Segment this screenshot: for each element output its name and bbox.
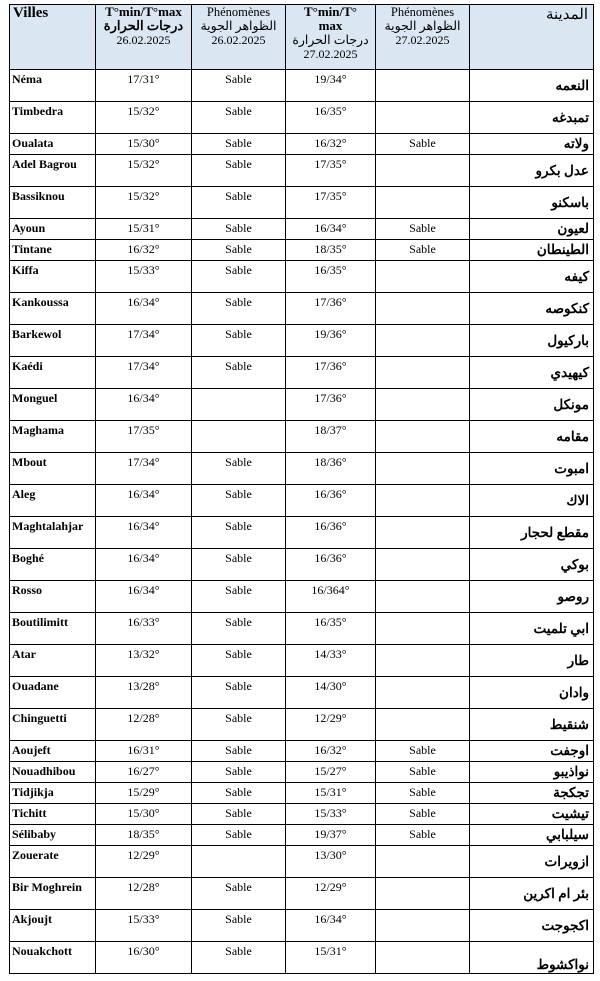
cell-phen-27: Sable — [376, 762, 470, 783]
cell-city: Chinguetti — [10, 709, 96, 741]
cell-city: Aleg — [10, 485, 96, 517]
cell-temp-26: 15/30° — [96, 134, 192, 155]
table-row — [10, 517, 594, 549]
table-row — [10, 825, 594, 846]
cell-city: Sélibaby — [10, 825, 96, 846]
cell-phen-27 — [376, 485, 470, 517]
cell-temp-27: 16/34° — [286, 219, 376, 240]
header-row — [10, 5, 594, 70]
cell-phen-27 — [376, 677, 470, 709]
cell-city-ar: ابي تلميت — [470, 613, 594, 645]
cell-phen-26: Sable — [192, 677, 286, 709]
cell-temp-27: 17/35° — [286, 187, 376, 219]
table-row — [10, 293, 594, 325]
table-row — [10, 804, 594, 825]
cell-phen-27 — [376, 910, 470, 942]
cell-phen-27 — [376, 187, 470, 219]
cell-phen-26: Sable — [192, 261, 286, 293]
cell-phen-26 — [192, 846, 286, 878]
cell-city-ar: نواكشوط — [470, 942, 594, 974]
cell-phen-27 — [376, 709, 470, 741]
cell-phen-27: Sable — [376, 825, 470, 846]
cell-phen-26: Sable — [192, 134, 286, 155]
cell-city-ar: ازويرات — [470, 846, 594, 878]
cell-phen-26: Sable — [192, 709, 286, 741]
cell-temp-27: 17/36° — [286, 389, 376, 421]
table-row — [10, 942, 594, 974]
cell-temp-26: 17/34° — [96, 325, 192, 357]
cell-temp-27: 16/36° — [286, 517, 376, 549]
cell-phen-27: Sable — [376, 741, 470, 762]
table-row — [10, 645, 594, 677]
table-row — [10, 240, 594, 261]
cell-temp-27: 14/30° — [286, 677, 376, 709]
cell-temp-27: 16/35° — [286, 613, 376, 645]
cell-phen-26 — [192, 389, 286, 421]
header-city-ar — [470, 5, 594, 70]
cell-temp-27: 15/31° — [286, 942, 376, 974]
cell-city-ar: باركيول — [470, 325, 594, 357]
header-temp-26-fr: T°min/T°max — [105, 4, 182, 19]
cell-phen-26: Sable — [192, 645, 286, 677]
cell-temp-26: 15/31° — [96, 219, 192, 240]
cell-temp-27: 16/32° — [286, 741, 376, 762]
cell-city: Maghtalahjar — [10, 517, 96, 549]
cell-temp-26: 16/34° — [96, 549, 192, 581]
header-phen-27-ar: الظواهر الجوية — [384, 19, 461, 33]
cell-phen-26: Sable — [192, 878, 286, 910]
cell-temp-27: 16/364° — [286, 581, 376, 613]
cell-city: Zouerate — [10, 846, 96, 878]
cell-city: Monguel — [10, 389, 96, 421]
cell-city-ar: روصو — [470, 581, 594, 613]
cell-city: Bassiknou — [10, 187, 96, 219]
cell-phen-27 — [376, 453, 470, 485]
cell-phen-27 — [376, 357, 470, 389]
cell-city: Tichitt — [10, 804, 96, 825]
cell-city: Kankoussa — [10, 293, 96, 325]
cell-city: Néma — [10, 70, 96, 102]
header-villes — [10, 5, 96, 70]
cell-phen-27 — [376, 102, 470, 134]
cell-phen-27 — [376, 325, 470, 357]
cell-temp-26: 12/28° — [96, 709, 192, 741]
cell-phen-27 — [376, 517, 470, 549]
header-phen-27-date: 27.02.2025 — [395, 33, 450, 47]
table-row — [10, 846, 594, 878]
cell-temp-27: 17/36° — [286, 357, 376, 389]
cell-temp-26: 13/28° — [96, 677, 192, 709]
cell-temp-27: 12/29° — [286, 878, 376, 910]
header-phen-27 — [376, 5, 470, 70]
cell-city-ar: نواذيبو — [470, 762, 594, 783]
table-row — [10, 453, 594, 485]
cell-temp-26: 16/34° — [96, 517, 192, 549]
forecast-table — [9, 4, 594, 974]
cell-city-ar: تجكجة — [470, 783, 594, 804]
cell-temp-26: 16/31° — [96, 741, 192, 762]
cell-city-ar: النعمه — [470, 70, 594, 102]
cell-temp-26: 16/34° — [96, 485, 192, 517]
header-phen-26-fr: Phénomènes — [206, 5, 271, 19]
cell-phen-26: Sable — [192, 942, 286, 974]
cell-city-ar: لعيون — [470, 219, 594, 240]
cell-phen-27: Sable — [376, 804, 470, 825]
cell-phen-26: Sable — [192, 613, 286, 645]
cell-phen-26: Sable — [192, 517, 286, 549]
cell-phen-27: Sable — [376, 219, 470, 240]
cell-city: Ayoun — [10, 219, 96, 240]
cell-phen-26: Sable — [192, 102, 286, 134]
table-row — [10, 762, 594, 783]
cell-city: Akjoujt — [10, 910, 96, 942]
cell-city: Boghé — [10, 549, 96, 581]
cell-temp-26: 17/31° — [96, 70, 192, 102]
table-row — [10, 102, 594, 134]
cell-phen-26: Sable — [192, 219, 286, 240]
header-phen-27-fr: Phénomènes — [390, 5, 455, 19]
cell-city-ar: ولاته — [470, 134, 594, 155]
cell-temp-27: 16/35° — [286, 102, 376, 134]
cell-phen-26: Sable — [192, 155, 286, 187]
cell-phen-26: Sable — [192, 910, 286, 942]
cell-temp-26: 17/35° — [96, 421, 192, 453]
cell-temp-27: 18/35° — [286, 240, 376, 261]
cell-city-ar: بئر ام اكرين — [470, 878, 594, 910]
table-row — [10, 783, 594, 804]
table-row — [10, 261, 594, 293]
cell-phen-26: Sable — [192, 357, 286, 389]
cell-temp-26: 12/29° — [96, 846, 192, 878]
cell-temp-27: 12/29° — [286, 709, 376, 741]
cell-phen-27 — [376, 70, 470, 102]
table-row — [10, 878, 594, 910]
cell-city-ar: عدل بكرو — [470, 155, 594, 187]
cell-city-ar: الاك — [470, 485, 594, 517]
cell-phen-26: Sable — [192, 581, 286, 613]
cell-city: Timbedra — [10, 102, 96, 134]
cell-phen-27 — [376, 581, 470, 613]
cell-temp-26: 17/34° — [96, 453, 192, 485]
cell-city: Ouadane — [10, 677, 96, 709]
cell-temp-26: 17/34° — [96, 357, 192, 389]
cell-temp-27: 15/31° — [286, 783, 376, 804]
cell-temp-27: 17/35° — [286, 155, 376, 187]
cell-phen-27 — [376, 155, 470, 187]
table-row — [10, 357, 594, 389]
cell-temp-27: 19/34° — [286, 70, 376, 102]
cell-phen-27 — [376, 942, 470, 974]
cell-city-ar: مقامه — [470, 421, 594, 453]
table-row — [10, 70, 594, 102]
cell-city: Mbout — [10, 453, 96, 485]
cell-phen-26: Sable — [192, 783, 286, 804]
cell-temp-26: 15/33° — [96, 910, 192, 942]
header-phen-26-ar: الظواهر الجوية — [200, 19, 277, 33]
cell-temp-26: 15/29° — [96, 783, 192, 804]
cell-city: Maghama — [10, 421, 96, 453]
cell-phen-27 — [376, 421, 470, 453]
header-temp-26-ar: درجات الحرارة — [103, 18, 184, 33]
cell-city-ar: طار — [470, 645, 594, 677]
cell-phen-27 — [376, 846, 470, 878]
cell-temp-26: 15/32° — [96, 102, 192, 134]
table-row — [10, 549, 594, 581]
table-row — [10, 677, 594, 709]
header-phen-26-date: 26.02.2025 — [211, 33, 266, 47]
table-row — [10, 741, 594, 762]
cell-city-ar: اوجفت — [470, 741, 594, 762]
cell-temp-26: 16/27° — [96, 762, 192, 783]
cell-city-ar: اكجوجت — [470, 910, 594, 942]
table-row — [10, 910, 594, 942]
cell-city-ar: مقطع لحجار — [470, 517, 594, 549]
cell-phen-27: Sable — [376, 134, 470, 155]
table-row — [10, 709, 594, 741]
cell-phen-26: Sable — [192, 325, 286, 357]
cell-temp-26: 15/32° — [96, 187, 192, 219]
cell-city-ar: كيفه — [470, 261, 594, 293]
cell-temp-26: 15/32° — [96, 155, 192, 187]
cell-city-ar: بوكي — [470, 549, 594, 581]
table-row — [10, 485, 594, 517]
table-row — [10, 155, 594, 187]
cell-phen-27: Sable — [376, 783, 470, 804]
cell-city-ar: كنكوصه — [470, 293, 594, 325]
cell-city-ar: تيشيت — [470, 804, 594, 825]
cell-phen-26: Sable — [192, 293, 286, 325]
header-temp-27-fr-b: max — [318, 18, 343, 33]
cell-temp-26: 18/35° — [96, 825, 192, 846]
cell-city-ar: كيهيدي — [470, 357, 594, 389]
header-villes-label: Villes — [13, 5, 49, 21]
cell-phen-27 — [376, 613, 470, 645]
cell-city-ar: باسكنو — [470, 187, 594, 219]
cell-temp-26: 16/34° — [96, 293, 192, 325]
table-row — [10, 613, 594, 645]
cell-city-ar: امبوت — [470, 453, 594, 485]
cell-phen-26: Sable — [192, 825, 286, 846]
cell-temp-27: 14/33° — [286, 645, 376, 677]
header-temp-27-ar: درجات الحرارة — [292, 33, 369, 47]
table-row — [10, 581, 594, 613]
cell-temp-27: 15/33° — [286, 804, 376, 825]
cell-phen-26: Sable — [192, 762, 286, 783]
cell-city: Adel Bagrou — [10, 155, 96, 187]
cell-temp-26: 12/28° — [96, 878, 192, 910]
cell-phen-27: Sable — [376, 240, 470, 261]
cell-temp-26: 16/34° — [96, 581, 192, 613]
cell-city: Atar — [10, 645, 96, 677]
cell-temp-27: 16/36° — [286, 549, 376, 581]
cell-city-ar: وادان — [470, 677, 594, 709]
header-phen-26 — [192, 5, 286, 70]
cell-phen-27 — [376, 389, 470, 421]
cell-temp-26: 13/32° — [96, 645, 192, 677]
cell-city-ar: تمبدغه — [470, 102, 594, 134]
cell-temp-26: 16/30° — [96, 942, 192, 974]
cell-temp-27: 17/36° — [286, 293, 376, 325]
cell-city: Bir Moghrein — [10, 878, 96, 910]
cell-temp-27: 13/30° — [286, 846, 376, 878]
cell-temp-26: 15/33° — [96, 261, 192, 293]
cell-temp-26: 16/32° — [96, 240, 192, 261]
table-row — [10, 219, 594, 240]
cell-city: Kaédi — [10, 357, 96, 389]
cell-phen-26: Sable — [192, 70, 286, 102]
cell-temp-27: 16/34° — [286, 910, 376, 942]
cell-phen-27 — [376, 293, 470, 325]
cell-city: Kiffa — [10, 261, 96, 293]
cell-city: Nouakchott — [10, 942, 96, 974]
header-temp-26 — [96, 5, 192, 70]
cell-city: Tidjikja — [10, 783, 96, 804]
table-body — [10, 70, 594, 974]
cell-temp-27: 18/37° — [286, 421, 376, 453]
cell-city-ar: الطينطان — [470, 240, 594, 261]
cell-phen-26: Sable — [192, 549, 286, 581]
cell-temp-26: 16/33° — [96, 613, 192, 645]
cell-temp-27: 19/37° — [286, 825, 376, 846]
cell-city: Tintane — [10, 240, 96, 261]
cell-phen-26: Sable — [192, 741, 286, 762]
header-temp-26-date: 26.02.2025 — [116, 33, 171, 47]
header-temp-27-date: 27.02.2025 — [303, 47, 358, 61]
table-row — [10, 325, 594, 357]
header-temp-27-fr-a: T°min/T° — [303, 4, 358, 19]
cell-temp-26: 16/34° — [96, 389, 192, 421]
cell-phen-26: Sable — [192, 187, 286, 219]
cell-temp-26: 15/30° — [96, 804, 192, 825]
cell-phen-26: Sable — [192, 240, 286, 261]
cell-phen-27 — [376, 878, 470, 910]
cell-city-ar: مونكل — [470, 389, 594, 421]
cell-phen-27 — [376, 261, 470, 293]
table-row — [10, 187, 594, 219]
cell-city: Aoujeft — [10, 741, 96, 762]
cell-phen-26 — [192, 421, 286, 453]
cell-city-ar: شنقيط — [470, 709, 594, 741]
cell-phen-27 — [376, 645, 470, 677]
cell-phen-27 — [376, 549, 470, 581]
cell-city-ar: سيلبابي — [470, 825, 594, 846]
cell-phen-26: Sable — [192, 485, 286, 517]
cell-phen-26: Sable — [192, 453, 286, 485]
cell-city: Oualata — [10, 134, 96, 155]
cell-city: Nouadhibou — [10, 762, 96, 783]
cell-temp-27: 18/36° — [286, 453, 376, 485]
cell-temp-27: 19/36° — [286, 325, 376, 357]
table-row — [10, 389, 594, 421]
cell-city: Rosso — [10, 581, 96, 613]
header-temp-27 — [286, 5, 376, 70]
cell-temp-27: 16/36° — [286, 485, 376, 517]
cell-phen-26: Sable — [192, 804, 286, 825]
cell-city: Boutilimitt — [10, 613, 96, 645]
table-row — [10, 134, 594, 155]
cell-city: Barkewol — [10, 325, 96, 357]
cell-temp-27: 15/27° — [286, 762, 376, 783]
table-row — [10, 421, 594, 453]
cell-temp-27: 16/35° — [286, 261, 376, 293]
header-city-ar-label: المدينة — [545, 7, 588, 23]
cell-temp-27: 16/32° — [286, 134, 376, 155]
